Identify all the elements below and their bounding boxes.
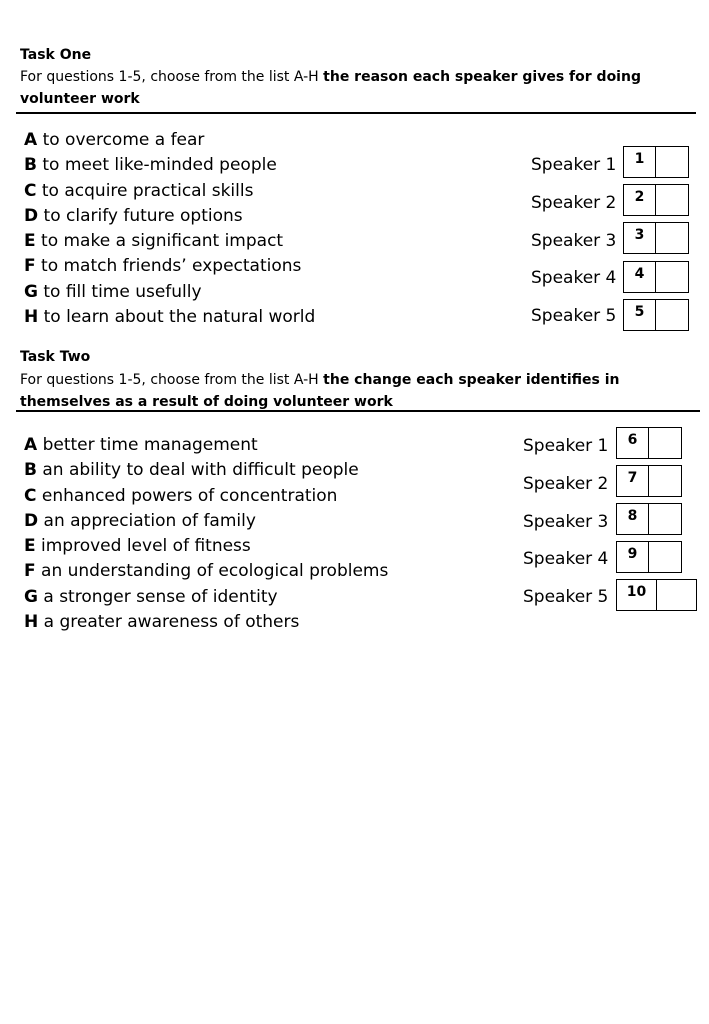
option-f — [24, 254, 315, 279]
option-letter: E — [24, 231, 36, 252]
question-number: 7 — [617, 466, 649, 496]
task-two-instruction-bold-2: themselves as a result of doing volunteer work — [20, 394, 393, 410]
option-h — [24, 610, 388, 635]
option-text: better time management — [37, 435, 258, 455]
speaker-label: Speaker 5 — [523, 587, 609, 607]
speaker-label: Speaker 2 — [531, 193, 617, 213]
question-number: 1 — [624, 147, 656, 177]
task-one-options-list — [24, 128, 315, 330]
option-letter: H — [24, 612, 39, 633]
option-b — [24, 458, 388, 483]
question-number: 4 — [624, 262, 656, 292]
option-letter: D — [24, 510, 39, 531]
option-text: to learn about the natural world — [38, 307, 316, 328]
option-text: an understanding of ecological problems — [35, 561, 389, 582]
option-h — [24, 305, 315, 330]
option-text: to fill time usefully — [37, 281, 202, 302]
answer-field[interactable] — [656, 223, 688, 253]
option-d — [24, 509, 388, 534]
option-text: to meet like-minded people — [36, 155, 277, 176]
option-text: a stronger sense of identity — [37, 586, 278, 607]
answer-box-q4[interactable] — [623, 261, 689, 293]
option-c — [24, 484, 388, 509]
option-text: to match friends’ expectations — [35, 256, 302, 277]
task-two-instruction-bold-1: the change each speaker identifies in — [323, 372, 620, 388]
option-text: to clarify future options — [38, 205, 243, 226]
option-text: an appreciation of family — [38, 510, 256, 531]
speaker-label: Speaker 3 — [531, 231, 617, 251]
option-letter: D — [24, 205, 39, 226]
question-number: 3 — [624, 223, 656, 253]
option-c — [24, 179, 315, 204]
option-letter: G — [24, 281, 38, 302]
task-one-divider — [16, 112, 696, 114]
speaker-label: Speaker 1 — [523, 436, 609, 456]
option-letter: C — [24, 180, 37, 201]
answer-box-q6[interactable] — [616, 427, 682, 459]
question-number: 6 — [617, 428, 649, 458]
option-text: an ability to deal with difficult people — [36, 460, 359, 481]
answer-box-q9[interactable] — [616, 541, 682, 573]
option-b — [24, 153, 315, 178]
option-text: improved level of fitness — [35, 536, 251, 557]
question-number: 8 — [617, 504, 649, 534]
option-letter: F — [24, 561, 36, 582]
task-two-instructions — [20, 369, 690, 413]
option-letter: H — [24, 307, 39, 328]
option-g — [24, 280, 315, 305]
option-letter: E — [24, 536, 36, 557]
task-one-title: Task One — [20, 47, 92, 63]
answer-box-q1[interactable] — [623, 146, 689, 178]
option-a — [24, 433, 388, 458]
option-letter: B — [24, 155, 37, 176]
option-text: to acquire practical skills — [36, 180, 254, 201]
task-one-instruction-plain: For questions 1-5, choose from the list A-H — [20, 69, 324, 85]
task-one-instruction-bold-1: the reason each speaker gives for doing — [323, 69, 641, 85]
option-letter: C — [24, 485, 37, 506]
question-number: 9 — [617, 542, 649, 572]
speaker-label: Speaker 2 — [523, 474, 609, 494]
option-letter: G — [24, 586, 38, 607]
question-number: 10 — [617, 580, 657, 610]
task-two-title: Task Two — [20, 349, 91, 365]
task-one-instruction-bold-2: volunteer work — [20, 91, 140, 107]
question-number: 2 — [624, 185, 656, 215]
task-two-divider — [16, 410, 700, 412]
task-one-instructions — [20, 66, 680, 110]
answer-field[interactable] — [649, 504, 681, 534]
answer-box-q7[interactable] — [616, 465, 682, 497]
answer-field[interactable] — [649, 542, 681, 572]
speaker-label: Speaker 4 — [531, 268, 617, 288]
option-text: to make a significant impact — [35, 231, 284, 252]
option-d — [24, 204, 315, 229]
option-e — [24, 229, 315, 254]
option-text: enhanced powers of concentration — [36, 485, 338, 506]
answer-box-q3[interactable] — [623, 222, 689, 254]
option-f — [24, 559, 388, 584]
answer-field[interactable] — [649, 466, 681, 496]
option-letter: A — [24, 435, 38, 455]
task-two-instruction-plain: For questions 1-5, choose from the list A-H — [20, 372, 324, 388]
speaker-label: Speaker 3 — [523, 512, 609, 532]
option-text: a greater awareness of others — [38, 612, 300, 633]
answer-box-q8[interactable] — [616, 503, 682, 535]
option-letter: F — [24, 256, 36, 277]
answer-field[interactable] — [656, 185, 688, 215]
answer-field[interactable] — [656, 300, 688, 330]
answer-field[interactable] — [656, 262, 688, 292]
speaker-label: Speaker 4 — [523, 549, 609, 569]
option-text: to overcome a fear — [37, 130, 205, 150]
speaker-label: Speaker 5 — [531, 306, 617, 326]
answer-field[interactable] — [656, 147, 688, 177]
option-g — [24, 585, 388, 610]
question-number: 5 — [624, 300, 656, 330]
answer-box-q5[interactable] — [623, 299, 689, 331]
option-letter: B — [24, 460, 37, 481]
option-a — [24, 128, 315, 153]
answer-box-q2[interactable] — [623, 184, 689, 216]
task-two-options-list — [24, 433, 388, 635]
option-e — [24, 534, 388, 559]
speaker-label: Speaker 1 — [531, 155, 617, 175]
answer-field[interactable] — [657, 580, 696, 610]
answer-field[interactable] — [649, 428, 681, 458]
answer-box-q10[interactable] — [616, 579, 697, 611]
option-letter: A — [24, 130, 38, 150]
